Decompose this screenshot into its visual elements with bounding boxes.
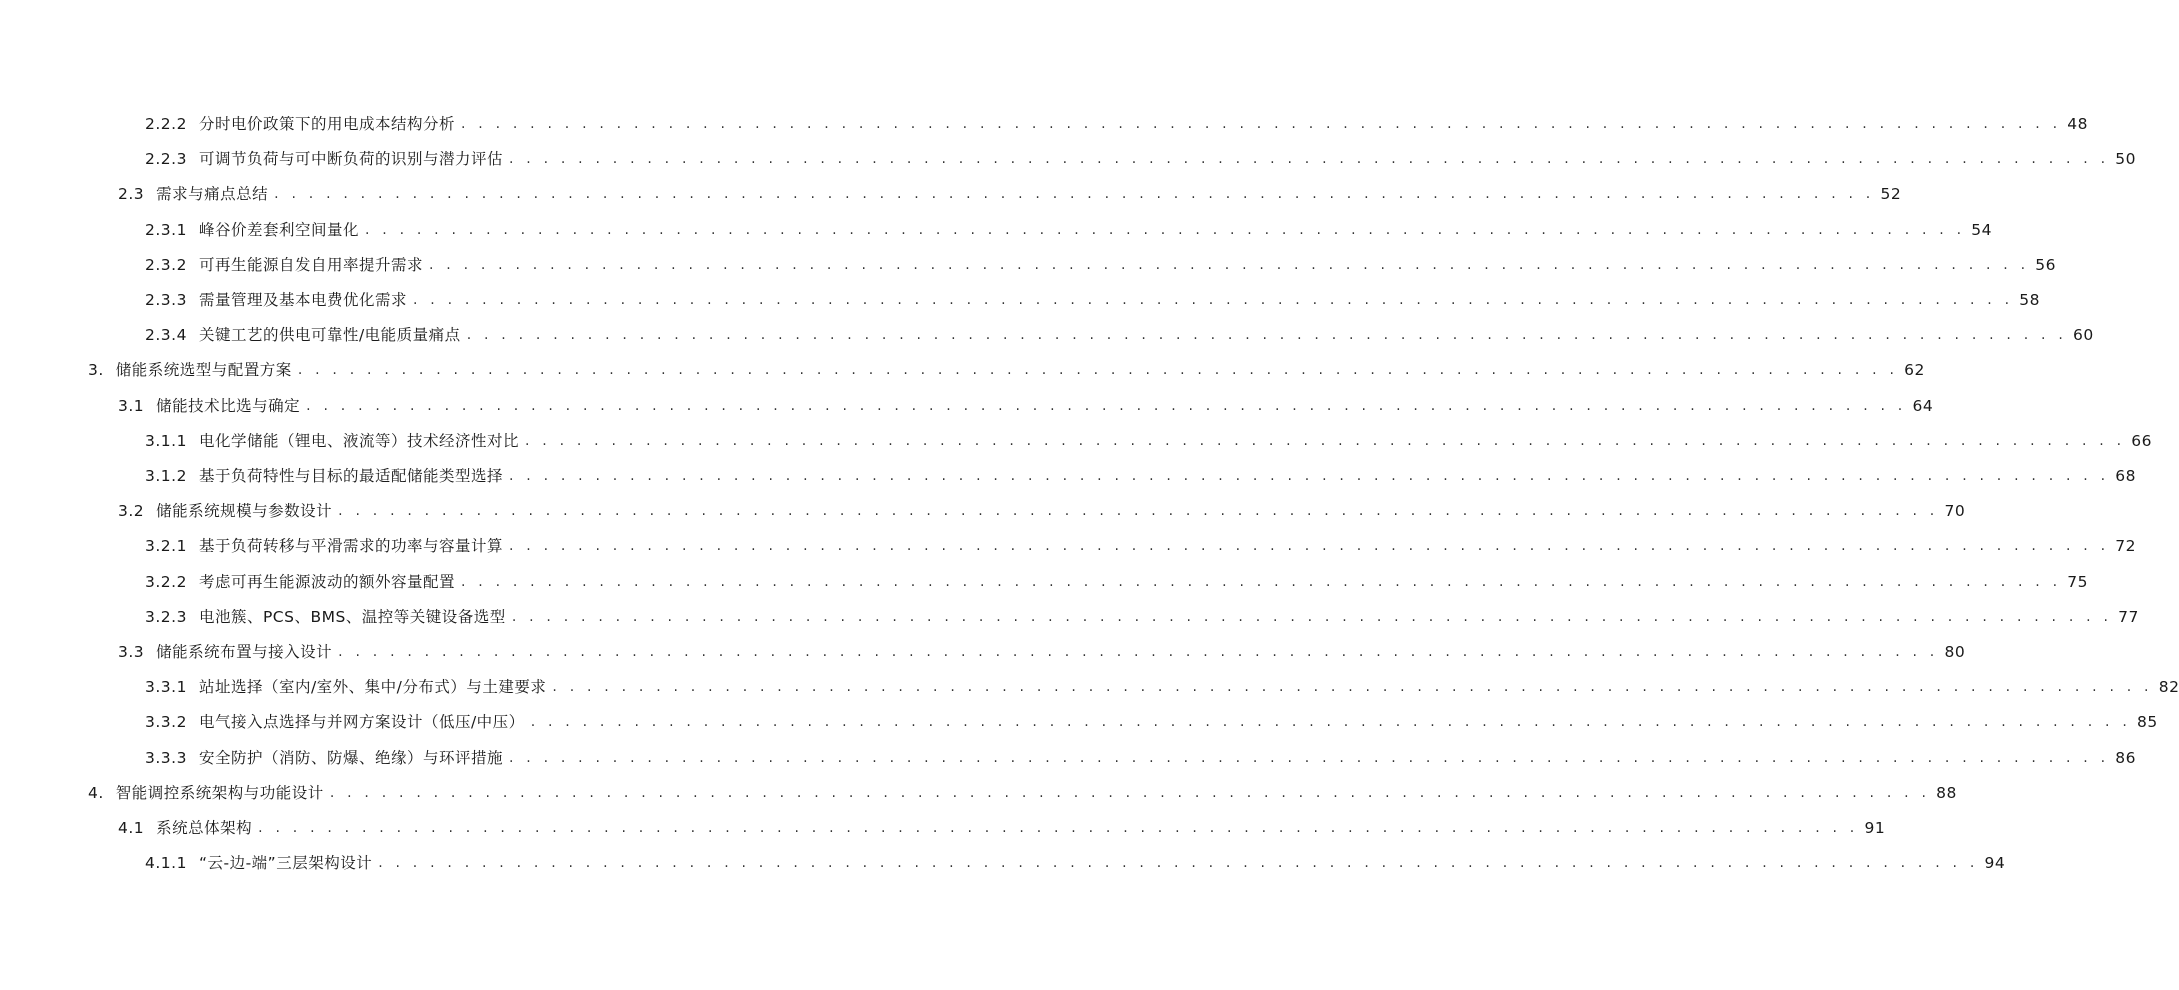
dot-leader: . . . . . . . . . . . . . . . . . . . . . . . . . . . . . . . . . . . . . . . . . . . . . . . . . . . . . . . . . . . . . . . . . . . . . . . . . . . . . . . . . . . . . . . . . . . . . [338, 644, 1939, 660]
toc-entry-page-number: 54 [1971, 220, 1992, 239]
dot-leader: . . . . . . . . . . . . . . . . . . . . . . . . . . . . . . . . . . . . . . . . . . . . . . . . . . . . . . . . . . . . . . . . . . . . . . . . . . . . . . . . . . . . . . . . . . . . . [364, 221, 1966, 238]
toc-entry-number: 2.2.3 [145, 150, 187, 169]
toc-entry-number: 3.3.3 [145, 748, 187, 767]
dot-leader: . . . . . . . . . . . . . . . . . . . . . . . . . . . . . . . . . . . . . . . . . . . . . . . . . . . . . . . . . . . . . . . . . . . . . . . . . . . . . . . . . . . . . . . . . . . . . [258, 820, 1859, 836]
toc-entry-number: 2.3 [118, 185, 145, 204]
dot-leader: . . . . . . . . . . . . . . . . . . . . . . . . . . . . . . . . . . . . . . . . . . . . . . . . . . . . . . . . . . . . . . . . . . . . . . . . . . . . . . . . . . . . . . . . . . . . . [530, 714, 2131, 731]
toc-entry-title: 储能系统布置与接入设计 [156, 643, 333, 661]
toc-entry-title: 储能系统选型与配置方案 [115, 361, 292, 380]
toc-entry-title: 考虑可再生能源波动的额外容量配置 [198, 572, 455, 591]
toc-entry-number: 4.1 [118, 819, 145, 837]
toc-entry[interactable] [145, 146, 2136, 172]
dot-leader: . . . . . . . . . . . . . . . . . . . . . . . . . . . . . . . . . . . . . . . . . . . . . . . . . . . . . . . . . . . . . . . . . . . . . . . . . . . . . . . . . . . . . . . . . . . . . [524, 432, 2126, 449]
toc-entry-title: 基于负荷转移与平滑需求的功率与容量计算 [198, 537, 503, 556]
dot-leader: . . . . . . . . . . . . . . . . . . . . . . . . . . . . . . . . . . . . . . . . . . . . . . . . . . . . . . . . . . . . . . . . . . . . . . . . . . . . . . . . . . . . . . . . . . . . . [297, 362, 1899, 379]
toc-entry-number: 3.1.2 [145, 467, 187, 485]
toc-entry[interactable] [145, 533, 2136, 559]
toc-entry-page-number: 91 [1864, 819, 1886, 837]
toc-entry-number: 3.1.1 [145, 431, 187, 450]
toc-entry-number: 2.3.3 [145, 291, 187, 309]
toc-entry-title: 系统总体架构 [156, 819, 253, 837]
dot-leader: . . . . . . . . . . . . . . . . . . . . . . . . . . . . . . . . . . . . . . . . . . . . . . . . . . . . . . . . . . . . . . . . . . . . . . . . . . . . . . . . . . . . . . . . . . . . . [412, 292, 2014, 308]
dot-leader: . . . . . . . . . . . . . . . . . . . . . . . . . . . . . . . . . . . . . . . . . . . . . . . . . . . . . . . . . . . . . . . . . . . . . . . . . . . . . . . . . . . . . . . . . . . . . [274, 186, 1875, 203]
toc-entry[interactable] [145, 111, 2088, 137]
toc-entry-page-number: 80 [1944, 643, 1966, 661]
toc-entry-number: 3.2.2 [145, 572, 187, 591]
toc-entry-page-number: 56 [2035, 255, 2056, 274]
toc-entry-number: 3.1 [118, 396, 145, 415]
toc-entry[interactable] [145, 745, 2136, 771]
toc-entry[interactable] [145, 217, 1992, 243]
toc-entry-title: 关键工艺的供电可靠性/电能质量痛点 [198, 326, 461, 345]
toc-entry-title: “云-边-端”三层架构设计 [198, 854, 373, 873]
toc-entry-page-number: 72 [2115, 537, 2136, 556]
toc-entry-title: 储能系统规模与参数设计 [156, 502, 333, 521]
toc-entry-page-number: 88 [1936, 783, 1957, 802]
toc-entry[interactable] [145, 569, 2088, 595]
toc-entry[interactable] [118, 393, 1934, 419]
toc-entry[interactable] [118, 498, 1966, 524]
toc-entry-page-number: 85 [2136, 713, 2158, 732]
toc-entry-title: 电化学储能（锂电、液流等）技术经济性对比 [198, 431, 519, 450]
dot-leader: . . . . . . . . . . . . . . . . . . . . . . . . . . . . . . . . . . . . . . . . . . . . . . . . . . . . . . . . . . . . . . . . . . . . . . . . . . . . . . . . . . . . . . . . . . . . . [466, 327, 2067, 344]
toc-entry-page-number: 94 [1984, 854, 2006, 873]
toc-entry-page-number: 68 [2115, 467, 2136, 485]
dot-leader: . . . . . . . . . . . . . . . . . . . . . . . . . . . . . . . . . . . . . . . . . . . . . . . . . . . . . . . . . . . . . . . . . . . . . . . . . . . . . . . . . . . . . . . . . . . . . [329, 784, 1931, 801]
toc-entry-page-number: 64 [1912, 396, 1934, 415]
toc-entry-title: 站址选择（室内/室外、集中/分布式）与土建要求 [198, 678, 547, 697]
toc-entry-page-number: 48 [2067, 115, 2088, 133]
toc-entry-number: 3.2.3 [145, 607, 187, 626]
toc-entry-title: 需求与痛点总结 [156, 185, 269, 204]
toc-entry-page-number: 82 [2158, 678, 2179, 697]
toc-entry[interactable] [145, 252, 2056, 278]
dot-leader: . . . . . . . . . . . . . . . . . . . . . . . . . . . . . . . . . . . . . . . . . . . . . . . . . . . . . . . . . . . . . . . . . . . . . . . . . . . . . . . . . . . . . . . . . . . . . [306, 397, 1907, 414]
toc-entry-number: 2.3.4 [145, 326, 187, 345]
toc-entry-number: 3.3.2 [145, 713, 187, 732]
toc-entry[interactable] [145, 428, 2152, 454]
toc-entry-title: 基于负荷特性与目标的最适配储能类型选择 [198, 467, 503, 485]
dot-leader: . . . . . . . . . . . . . . . . . . . . . . . . . . . . . . . . . . . . . . . . . . . . . . . . . . . . . . . . . . . . . . . . . . . . . . . . . . . . . . . . . . . . . . . . . . . . . [508, 468, 2110, 484]
toc-entry-title: 储能技术比选与确定 [156, 396, 301, 415]
toc-entry-title: 智能调控系统架构与功能设计 [115, 783, 324, 802]
toc-entry-number: 3.3.1 [145, 678, 187, 697]
dot-leader: . . . . . . . . . . . . . . . . . . . . . . . . . . . . . . . . . . . . . . . . . . . . . . . . . . . . . . . . . . . . . . . . . . . . . . . . . . . . . . . . . . . . . . . . . . . . . [508, 151, 2110, 168]
toc-entry-title: 峰谷价差套利空间量化 [198, 220, 359, 239]
dot-leader: . . . . . . . . . . . . . . . . . . . . . . . . . . . . . . . . . . . . . . . . . . . . . . . . . . . . . . . . . . . . . . . . . . . . . . . . . . . . . . . . . . . . . . . . . . . . . [460, 573, 2062, 590]
toc-entry[interactable] [145, 287, 2040, 313]
toc-entry[interactable] [145, 709, 2158, 735]
toc-entry-number: 3.2 [118, 502, 145, 521]
toc-entry-title: 电池簇、PCS、BMS、温控等关键设备选型 [198, 607, 506, 626]
toc-entry-title: 可再生能源自发自用率提升需求 [198, 255, 423, 274]
toc-entry[interactable] [118, 815, 1886, 841]
toc-entry-number: 2.3.1 [145, 220, 187, 239]
toc-entry-page-number: 58 [2019, 291, 2040, 309]
dot-leader: . . . . . . . . . . . . . . . . . . . . . . . . . . . . . . . . . . . . . . . . . . . . . . . . . . . . . . . . . . . . . . . . . . . . . . . . . . . . . . . . . . . . . . . . . . . . . [460, 116, 2062, 132]
toc-entry[interactable] [88, 780, 1957, 806]
toc-entry-title: 分时电价政策下的用电成本结构分析 [198, 115, 455, 133]
toc-entry-page-number: 77 [2118, 607, 2139, 626]
toc-entry-title: 需量管理及基本电费优化需求 [198, 291, 407, 309]
dot-leader: . . . . . . . . . . . . . . . . . . . . . . . . . . . . . . . . . . . . . . . . . . . . . . . . . . . . . . . . . . . . . . . . . . . . . . . . . . . . . . . . . . . . . . . . . . . . . [428, 256, 2030, 273]
toc-entry-page-number: 66 [2131, 431, 2152, 450]
dot-leader: . . . . . . . . . . . . . . . . . . . . . . . . . . . . . . . . . . . . . . . . . . . . . . . . . . . . . . . . . . . . . . . . . . . . . . . . . . . . . . . . . . . . . . . . . . . . . [511, 608, 2113, 625]
toc-entry-number: 3. [88, 361, 104, 380]
toc-entry[interactable] [118, 181, 1902, 207]
toc-entry-title: 可调节负荷与可中断负荷的识别与潜力评估 [198, 150, 503, 169]
toc-entry[interactable] [118, 639, 1966, 665]
toc-entry[interactable] [88, 357, 1925, 383]
toc-entry-title: 电气接入点选择与并网方案设计（低压/中压） [198, 713, 525, 732]
toc-entry-page-number: 60 [2072, 326, 2094, 345]
toc-entry-number: 4.1.1 [145, 854, 187, 873]
toc-entry-page-number: 50 [2115, 150, 2136, 169]
dot-leader: . . . . . . . . . . . . . . . . . . . . . . . . . . . . . . . . . . . . . . . . . . . . . . . . . . . . . . . . . . . . . . . . . . . . . . . . . . . . . . . . . . . . . . . . . . . . . [508, 538, 2110, 555]
toc-entry[interactable] [145, 674, 2179, 700]
toc-entry[interactable] [145, 463, 2136, 489]
toc-entry-page-number: 62 [1904, 361, 1925, 380]
toc-entry-number: 2.2.2 [145, 115, 187, 133]
toc-entry[interactable] [145, 850, 2006, 876]
toc-entry[interactable] [145, 322, 2094, 348]
toc-entry[interactable] [145, 604, 2139, 630]
dot-leader: . . . . . . . . . . . . . . . . . . . . . . . . . . . . . . . . . . . . . . . . . . . . . . . . . . . . . . . . . . . . . . . . . . . . . . . . . . . . . . . . . . . . . . . . . . . . . [508, 749, 2110, 766]
dot-leader: . . . . . . . . . . . . . . . . . . . . . . . . . . . . . . . . . . . . . . . . . . . . . . . . . . . . . . . . . . . . . . . . . . . . . . . . . . . . . . . . . . . . . . . . . . . . . [338, 503, 1939, 520]
toc-entry-page-number: 70 [1944, 502, 1966, 521]
toc-entry-page-number: 75 [2067, 572, 2088, 591]
toc-entry-page-number: 52 [1880, 185, 1902, 204]
toc-entry-page-number: 86 [2115, 748, 2136, 767]
toc-entry-number: 2.3.2 [145, 255, 187, 274]
toc-entry-number: 3.2.1 [145, 537, 187, 556]
dot-leader: . . . . . . . . . . . . . . . . . . . . . . . . . . . . . . . . . . . . . . . . . . . . . . . . . . . . . . . . . . . . . . . . . . . . . . . . . . . . . . . . . . . . . . . . . . . . . [378, 855, 1979, 872]
dot-leader: . . . . . . . . . . . . . . . . . . . . . . . . . . . . . . . . . . . . . . . . . . . . . . . . . . . . . . . . . . . . . . . . . . . . . . . . . . . . . . . . . . . . . . . . . . . . . [552, 679, 2153, 696]
toc-entry-number: 3.3 [118, 643, 145, 661]
toc-entry-number: 4. [88, 783, 104, 802]
toc-entry-title: 安全防护（消防、防爆、绝缘）与环评措施 [198, 748, 503, 767]
